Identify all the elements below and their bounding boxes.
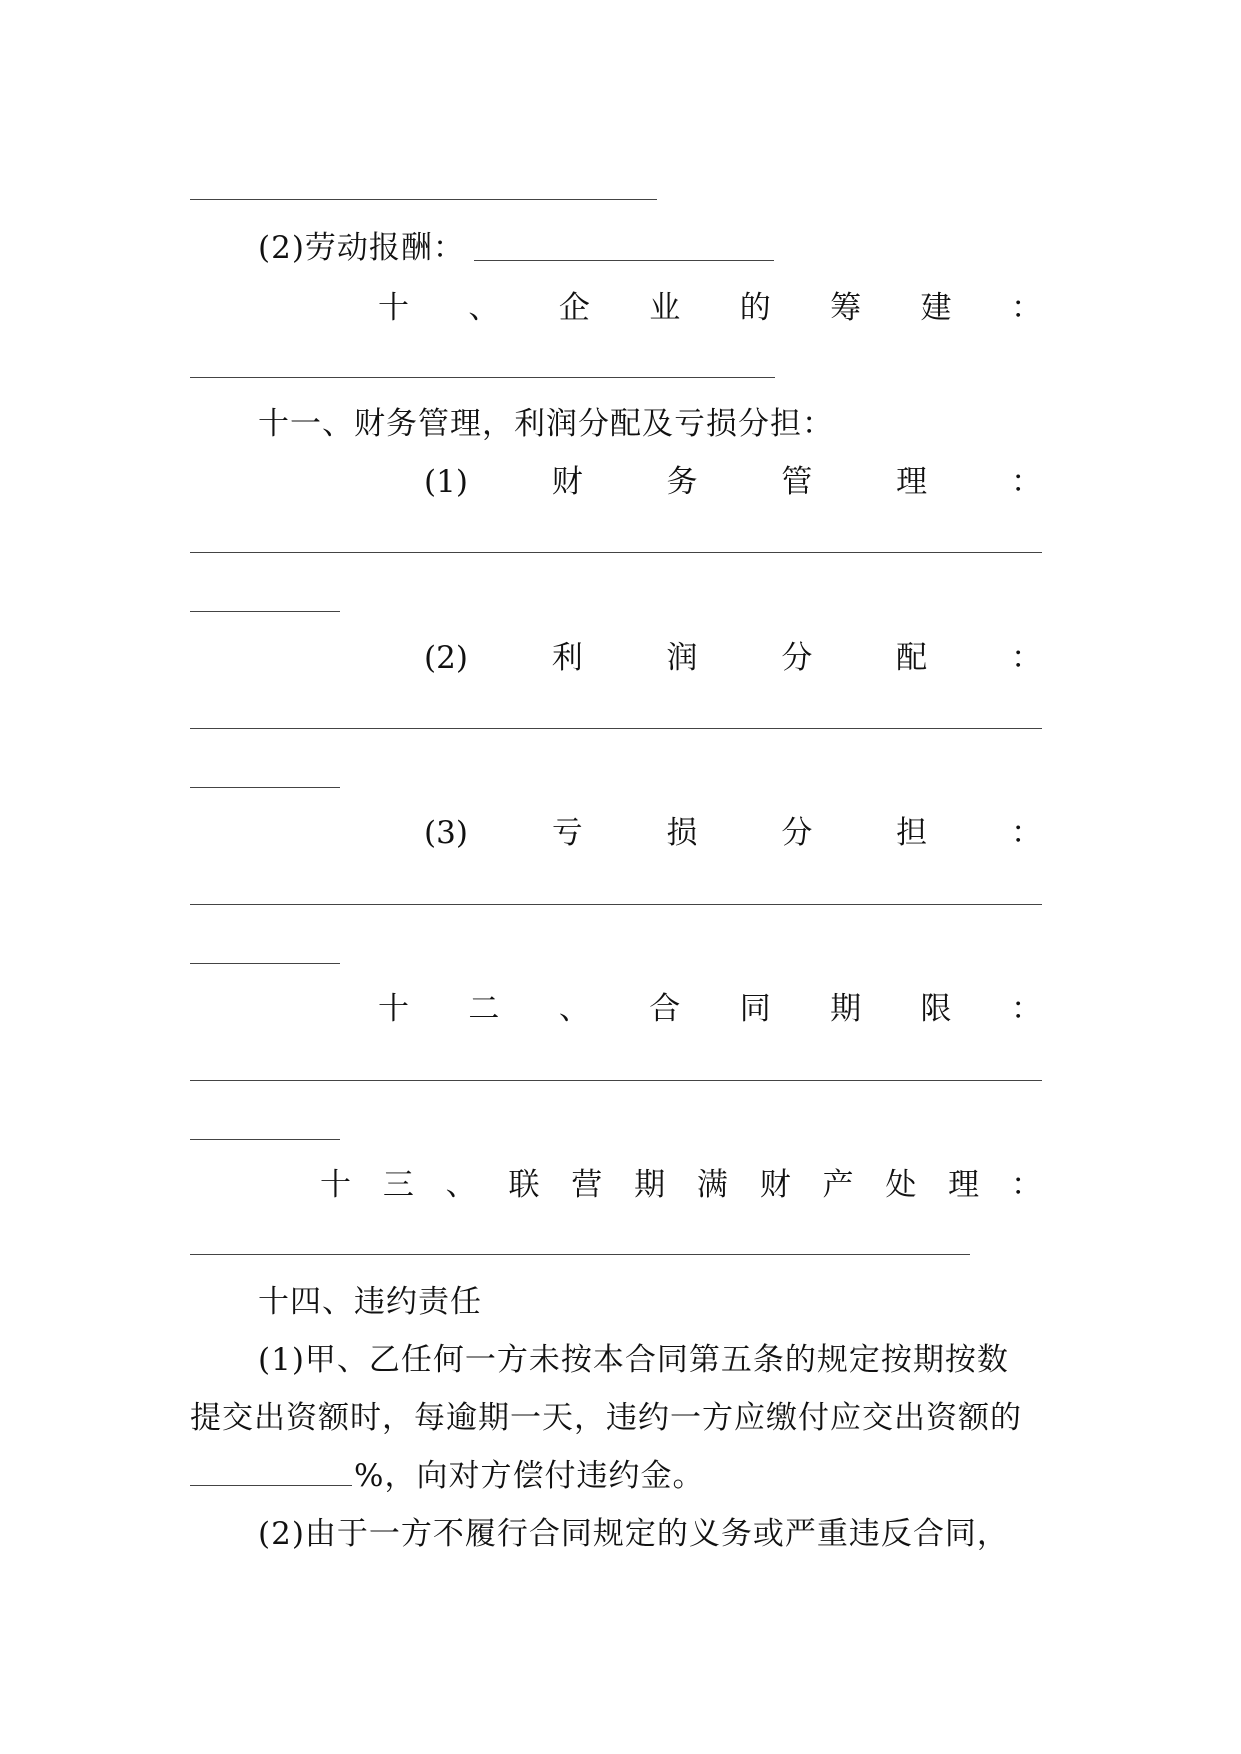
blank-line [190,963,340,964]
breach-clause-1-line-1: (1)甲、乙任何一方未按本合同第五条的规定按期按数 [258,1342,1009,1378]
breach-clause-2-line-1: (2)由于一方不履行合同规定的义务或严重违反合同， [258,1516,1009,1552]
section-14-heading: 十四、违约责任 [258,1284,482,1320]
blank-line [190,1080,1042,1081]
blank-line [190,1254,970,1255]
section-10-heading: 十 、 企 业 的 筹 建 ： [378,290,1042,326]
financial-management-label: (1) 财 务 管 理 ： [424,464,1042,500]
blank-line [190,1485,352,1486]
blank-line [190,728,1042,729]
blank-line [474,260,774,261]
blank-line [190,611,340,612]
blank-line [190,787,340,788]
labor-pay-label: (2)劳动报酬： [258,230,465,266]
breach-clause-1-line-3: %，向对方偿付违约金。 [354,1458,705,1494]
loss-sharing-label: (3) 亏 损 分 担 ： [424,815,1042,851]
blank-line [190,199,657,200]
section-11-heading: 十一、财务管理，利润分配及亏损分担： [258,406,834,442]
section-12-heading: 十 二 、 合 同 期 限 ： [378,991,1042,1027]
breach-clause-1-line-2: 提交出资额时，每逾期一天，违约一方应缴付应交出资额的 [190,1400,1022,1436]
blank-line [190,1139,340,1140]
blank-line [190,904,1042,905]
section-13-heading: 十 三 、 联 营 期 满 财 产 处 理 ： [320,1167,1042,1203]
blank-line [190,377,775,378]
profit-distribution-label: (2) 利 润 分 配 ： [424,640,1042,676]
blank-line [190,552,1042,553]
